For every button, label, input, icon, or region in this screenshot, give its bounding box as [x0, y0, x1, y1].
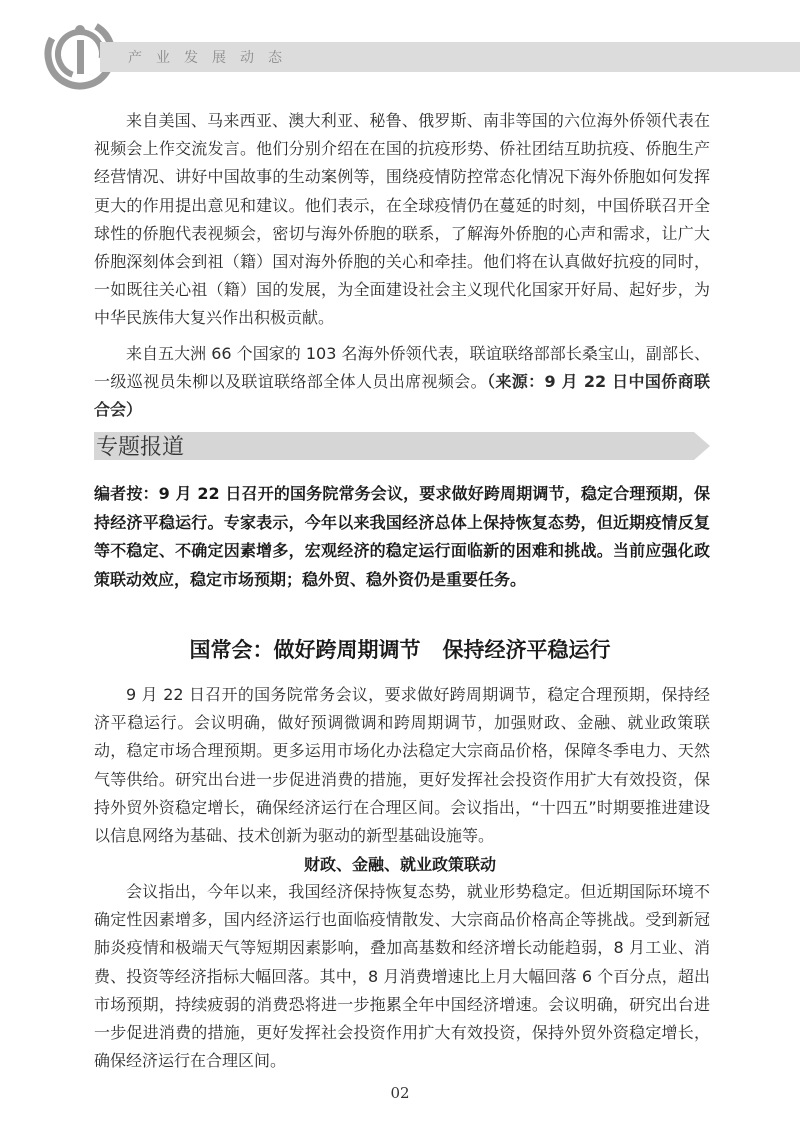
- intro-paragraph-1: 来自美国、马来西亚、澳大利亚、秘鲁、俄罗斯、南非等国的六位海外侨领代表在视频会上作交流发言。他们分别介绍在在国的抗疫形势、侨社团结互助抗疫、侨胞生产经营情况、讲好中国故事的生动案例等，围绕疫情防控常态化情况下海外侨胞如何发挥更大的作用提出意见和建议。他们表示，在全球疫情仍在蔓延的时刻，中国侨联召开全球性的侨胞代表视频会，密切与海外侨胞的联系，了解海外侨胞的心声和需求，让广大侨胞深刻体会到祖（籍）国对海外侨胞的关心和牵挂。他们将在认真做好抗疫的同时，一如既往关心祖（籍）国的发展，为全面建设社会主义现代化国家开好局、起好步，为中华民族伟大复兴作出积极贡献。: [94, 111, 710, 328]
- intro-paragraph-2-text: 来自五大洲 66 个国家的 103 名海外侨领代表，联谊联络部部长桑宝山，副部长、一级巡视员朱柳以及联谊联络部全体人员出席视频会。: [94, 344, 710, 392]
- article-title: 国常会：做好跨周期调节 保持经济平稳运行: [189, 638, 611, 662]
- article-paragraph-2: 会议指出，今年以来，我国经济保持恢复态势，就业形势稳定。但近期国际环境不确定性因素增多，国内经济运行也面临疫情散发、大宗商品价格高企等挑战。受到新冠肺炎疫情和极端天气等短期因素影响，叠加高基数和经济增长动能趋弱，8 月工业、消费、投资等经济指标大幅回落。其中，8 月消费增速比上月大幅回落 6 个百分点，超出市场预期，持续疲弱的消费恐将进一步拖累全年中国经济增速。会议明确，研究出台进一步促进消费的措施，更好发挥社会投资作用扩大有效投资，保持外贸外资稳定增长，确保经济运行在合理区间。: [94, 882, 710, 1071]
- intro-paragraph-2: [94, 340, 710, 425]
- section-bar: [94, 432, 710, 460]
- header-title: 产业发展动态: [128, 50, 296, 66]
- editor-note: 编者按：9 月 22 日召开的国务院常务会议，要求做好跨周期调节，稳定合理预期，保持经济平稳运行。专家表示，今年以来我国经济总体上保持恢复态势，但近期疫情反复等不稳定、不确定因素增多，宏观经济的稳定运行面临新的困难和挑战。当前应强化政策联动效应，稳定市场预期；稳外贸、稳外资仍是重要任务。: [94, 484, 710, 589]
- article-paragraph-1: 9 月 22 日召开的国务院常务会议，要求做好跨周期调节，稳定合理预期，保持经济平稳运行。会议明确，做好预调微调和跨周期调节，加强财政、金融、就业政策联动，稳定市场合理预期。更多运用市场化办法稳定大宗商品价格，保障冬季电力、天然气等供给。研究出台进一步促进消费的措施，更好发挥社会投资作用扩大有效投资，保持外贸外资稳定增长，确保经济运行在合理区间。会议指出，“十四五”时期要推进建设以信息网络为基础、技术创新为驱动的新型基础设施等。: [94, 685, 710, 846]
- source-citation: （来源：9 月 22 日中国侨商联合会）: [94, 372, 710, 420]
- article-subheading: 财政、金融、就业政策联动: [303, 855, 496, 874]
- section-title: 专题报道: [96, 435, 185, 460]
- page-number: 02: [390, 1084, 410, 1102]
